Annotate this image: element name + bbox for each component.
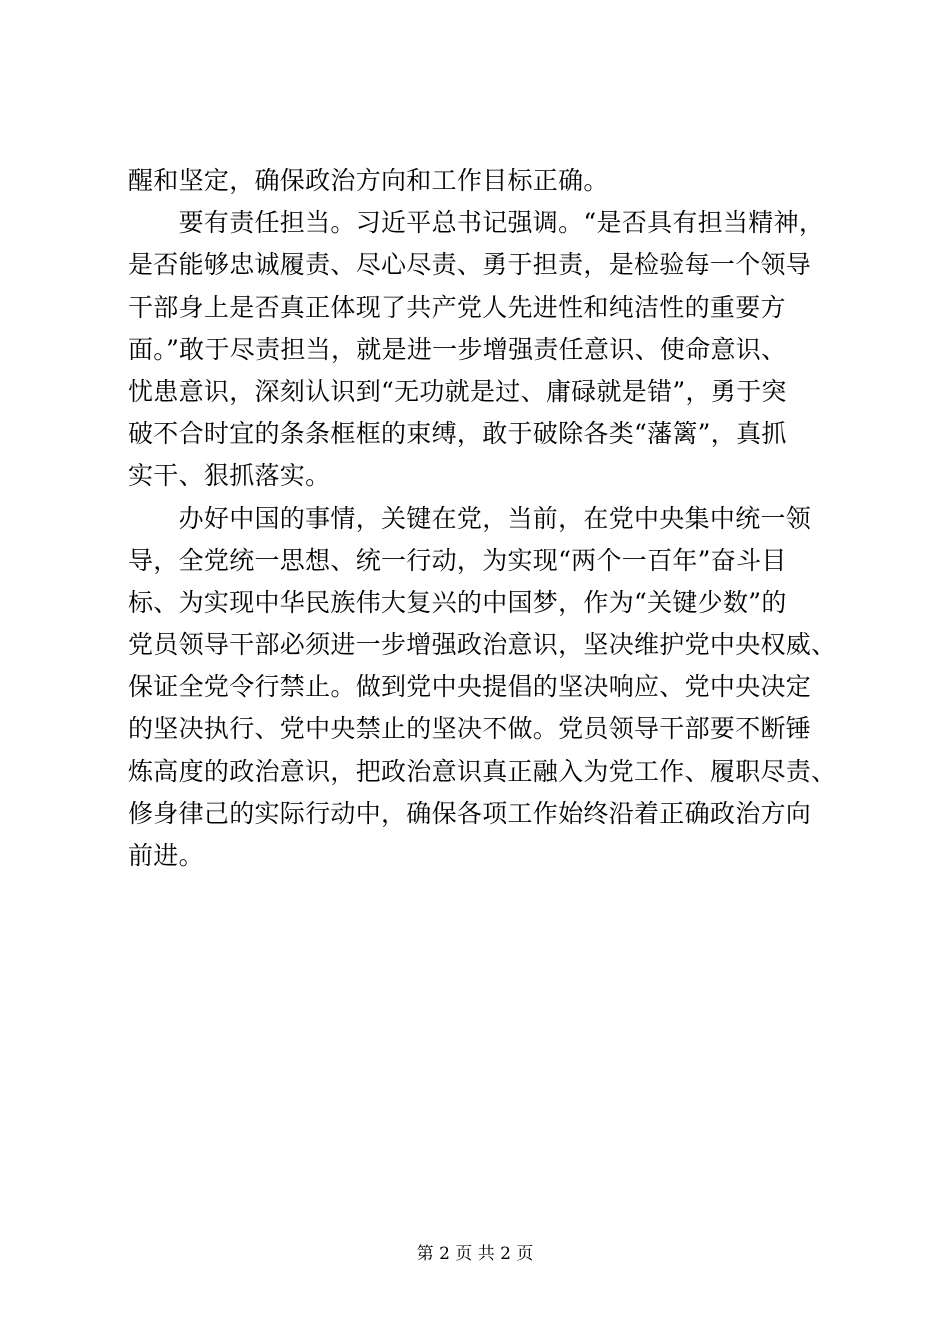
text-line: 要有责任担当。习近平总书记强调。“是否具有担当精神， <box>128 208 825 238</box>
text-line: 修身律己的实际行动中，确保各项工作始终沿着正确政治方向 <box>128 798 812 828</box>
text-line: 标、为实现中华民族伟大复兴的中国梦，作为“关键少数”的 <box>128 587 787 617</box>
text-line: 破不合时宜的条条框框的束缚，敢于破除各类“藩篱”，真抓 <box>128 419 787 449</box>
text-line: 保证全党令行禁止。做到党中央提倡的坚决响应、党中央决定 <box>128 672 812 702</box>
page-number-footer: 第 2 页 共 2 页 <box>416 1244 534 1264</box>
text-line: 炼高度的政治意识，把政治意识真正融入为党工作、履职尽责、 <box>128 756 837 786</box>
text-line: 是否能够忠诚履责、尽心尽责、勇于担责，是检验每一个领导 <box>128 250 812 280</box>
text-line: 忧患意识，深刻认识到“无功就是过、庸碌就是错”，勇于突 <box>128 376 787 406</box>
text-line: 的坚决执行、党中央禁止的坚决不做。党员领导干部要不断锤 <box>128 714 812 744</box>
text-line: 实干、狠抓落实。 <box>128 461 331 491</box>
text-line: 导，全党统一思想、统一行动，为实现“两个一百年”奋斗目 <box>128 545 787 575</box>
text-line: 前进。 <box>128 841 204 870</box>
text-line: 干部身上是否真正体现了共产党人先进性和纯洁性的重要方 <box>128 292 786 322</box>
text-line: 面。”敢于尽责担当，就是进一步增强责任意识、使命意识、 <box>128 334 787 364</box>
text-line: 党员领导干部必须进一步增强政治意识，坚决维护党中央权威、 <box>128 630 837 660</box>
text-line: 办好中国的事情，关键在党，当前，在党中央集中统一领 <box>128 503 812 533</box>
text-line: 醒和坚定，确保政治方向和工作目标正确。 <box>128 166 609 195</box>
body-text <box>128 160 837 877</box>
